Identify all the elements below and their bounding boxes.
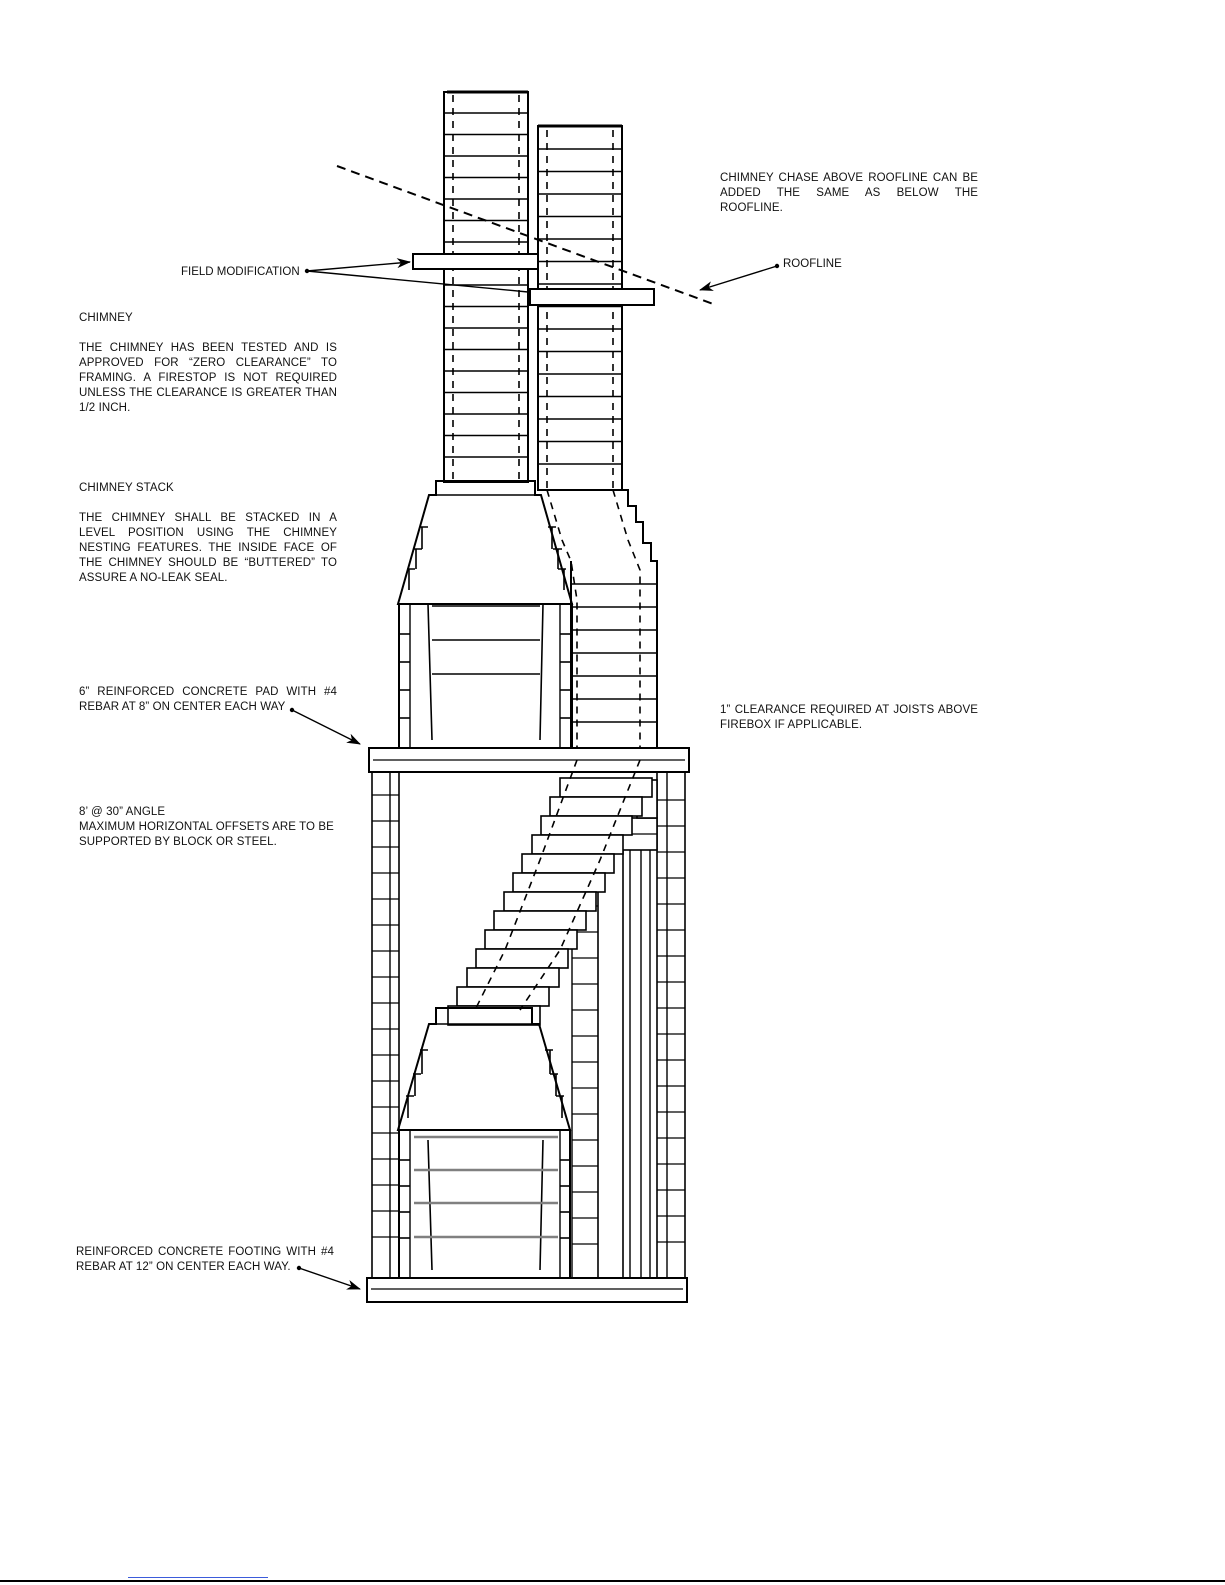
concrete-footing-note: REINFORCED CONCRETE FOOTING WITH #4 REBAR AT 12” ON CENTER EACH WAY. bbox=[76, 1246, 334, 1273]
offset-flue-section-10 bbox=[476, 949, 568, 968]
lower-smoke-chamber-steps bbox=[406, 1050, 564, 1096]
chimney-note-title: CHIMNEY bbox=[79, 312, 133, 324]
upper-smoke-chamber bbox=[398, 481, 572, 604]
upper-smoke-chamber-step-risers bbox=[409, 527, 564, 590]
lower-smoke-chamber bbox=[398, 1008, 570, 1130]
offset-flue-section-7 bbox=[504, 892, 596, 911]
offset-flue-section-2 bbox=[550, 797, 642, 816]
right-flue-outer bbox=[538, 126, 622, 490]
concrete-footing bbox=[367, 1278, 687, 1302]
offset-angle-note bbox=[79, 805, 337, 850]
field-modification-plate-lower bbox=[530, 289, 654, 305]
right-flue-jog-liner-right bbox=[613, 490, 640, 748]
chimney-note-body: THE CHIMNEY HAS BEEN TESTED AND IS APPROVED FOR “ZERO CLEARANCE” TO FRAMING. A FIRESTOP IS NOT REQUIRED UNLESS THE CLEARANCE IS GREATER THAN 1/2 INCH. bbox=[79, 342, 337, 414]
field-modification-label: FIELD MODIFICATION bbox=[181, 266, 300, 278]
bottom-border-line bbox=[0, 1580, 1225, 1582]
offset-flue-section-11 bbox=[467, 968, 559, 987]
field-modification-plate-upper bbox=[413, 254, 538, 269]
chimney-note bbox=[79, 311, 337, 416]
concrete-pad-note: 6” REINFORCED CONCRETE PAD WITH #4 REBAR AT 8” ON CENTER EACH WAY bbox=[79, 686, 337, 713]
upper-smoke-chamber-steps bbox=[407, 527, 566, 569]
left-flue-outer bbox=[444, 92, 528, 482]
field-modification-leader-upper bbox=[307, 262, 410, 271]
chimney-chase-note: CHIMNEY CHASE ABOVE ROOFLINE CAN BE ADDED THE SAME AS BELOW THE ROOFLINE. bbox=[720, 172, 978, 214]
drawing-lines bbox=[290, 92, 779, 1302]
chimney-stack-note-title: CHIMNEY STACK bbox=[79, 482, 174, 494]
offset-angle-note-title: 8’ @ 30” ANGLE bbox=[79, 806, 166, 818]
chimney-stack-note bbox=[79, 481, 337, 586]
upper-firebox bbox=[399, 604, 572, 748]
offset-flue-section-1 bbox=[560, 778, 652, 797]
roofline-label: ROOFLINE bbox=[783, 258, 842, 270]
pad-leader-arrow bbox=[292, 710, 360, 744]
offset-flue-section-3 bbox=[541, 816, 632, 835]
offset-flue-section-8 bbox=[494, 911, 586, 930]
offset-flue-section-12 bbox=[457, 987, 549, 1006]
joist-clearance-note: 1” CLEARANCE REQUIRED AT JOISTS ABOVE FIREBOX IF APPLICABLE. bbox=[720, 704, 978, 731]
lower-smoke-chamber-step-risers bbox=[408, 1050, 562, 1118]
offset-angle-note-body: MAXIMUM HORIZONTAL OFFSETS ARE TO BE SUPPORTED BY BLOCK OR STEEL. bbox=[79, 821, 334, 848]
chimney-stack-note-body: THE CHIMNEY SHALL BE STACKED IN A LEVEL POSITION USING THE CHIMNEY NESTING FEATURES. THE INSIDE FACE OF THE CHIMNEY SHOULD BE “BUTTERED” TO ASSURE A NO-LEAK SEAL. bbox=[79, 512, 337, 584]
bottom-link-underline bbox=[128, 1577, 268, 1578]
roofline-leader-arrow bbox=[700, 266, 777, 290]
offset-flue-section-6 bbox=[513, 873, 605, 892]
offset-flue-section-9 bbox=[485, 930, 577, 949]
